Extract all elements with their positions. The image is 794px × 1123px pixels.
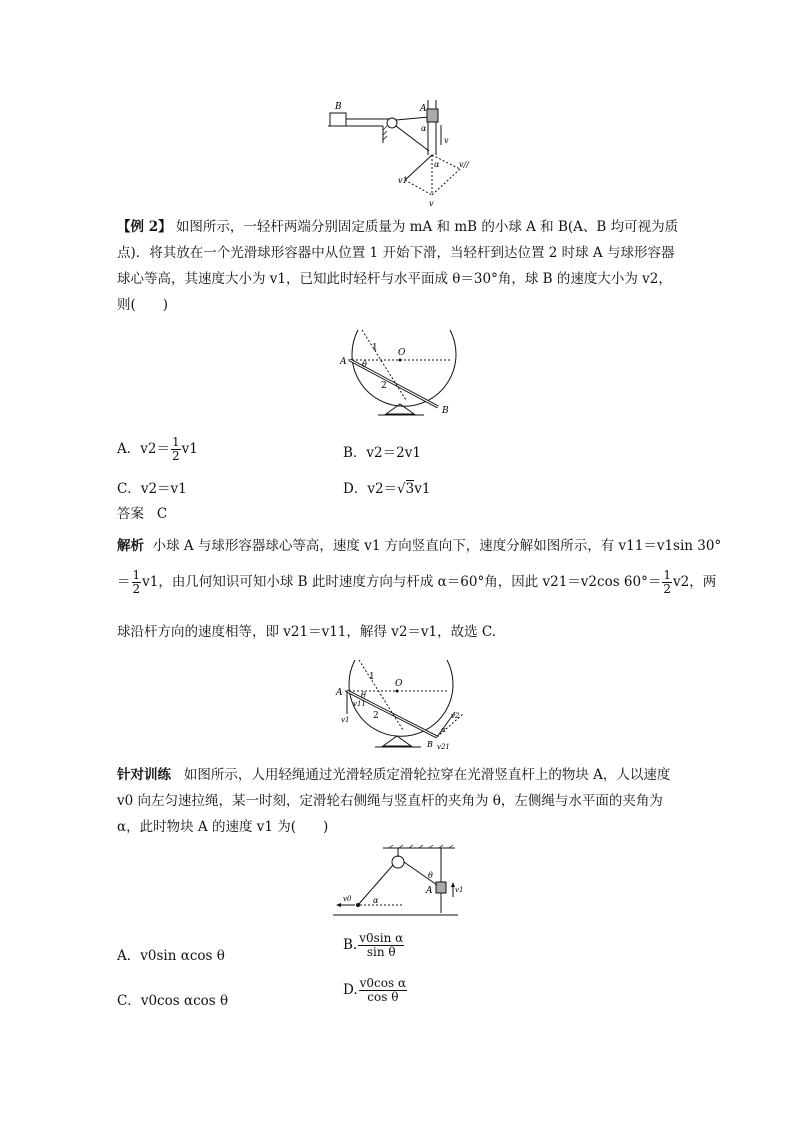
fig1-label-v-bottom: v [429,199,434,208]
option2-d[interactable] [343,977,408,1004]
fig4-label-a: A [426,886,433,896]
fig2-label-a: A [340,357,347,367]
fig4-label-v0: v0 [343,895,352,903]
block-b [330,113,346,126]
option-a-num: 1 [171,435,180,449]
analysis-label: 解析 [117,538,144,554]
answer-line [117,502,167,522]
fig3-label-v11: v11 [353,700,366,708]
fig3-label-a: A [336,688,343,698]
fig1-label-vpar: v// [459,160,469,169]
fig2-label-1: 1 [372,343,378,353]
example2-text: 如图所示，一轻杆两端分别固定质量为 mA 和 mB 的小球 A 和 B(A、B 均可视为质点)．将其放在一个光滑球形容器中从位置 1 开始下滑，当轻杆到达位置 2 时球 A 与球形容器球心等高，其速度大小为 v1，已知此时轻杆与水平面成 θ＝30°角，球 B 的速度大小为 v2，则( ) [117,219,679,313]
option2-d-num: v0cos α [359,976,407,990]
fig3-label-v21: v21 [437,743,450,751]
fig1-label-alpha: α [421,124,427,133]
example2-tag: 【例 2】 [117,219,172,235]
option-a[interactable] [117,436,198,463]
option2-b-num: v0sin α [359,931,404,945]
fig3-label-1: 1 [369,672,375,682]
answer-label: 答案 [117,506,144,522]
fig2-label-theta: θ [362,360,367,369]
sqrt-sign: √ [397,481,406,497]
fig4-label-theta: θ [428,871,433,880]
practice-text: 如图所示，人用轻绳通过光滑轻质定滑轮拉穿在光滑竖直杆上的物块 A，人以速度 v0 向左匀速拉绳，某一时刻，定滑轮右侧绳与竖直杆的夹角为 θ，左侧绳与水平面的夹角为 α，此时物块 A 的速度 v1 为( ) [117,767,671,835]
fig3-label-v2: v2 [451,712,460,720]
figure-velocity-decomposition [333,654,473,754]
option2-d-den: cos θ [367,990,399,1004]
analysis-line3: 球沿杆方向的速度相等，即 v21＝v11，解得 v2＝v1，故选 C. [117,624,497,640]
option-d-prefix: D．v2＝ [343,481,398,497]
analysis-text2b: v2，两 [672,574,717,590]
option-a-suffix: v1 [181,441,198,457]
option2-b-den: sin θ [366,945,396,959]
figure-rope-pulley-rod [333,845,463,920]
option2-b[interactable] [343,932,405,959]
fig4-label-v1: v1 [455,886,463,894]
pulley [387,118,397,128]
answer-value: C [156,506,168,522]
fig3-label-alpha: α [441,726,446,734]
option-a-den: 2 [171,449,180,463]
fig4-label-alpha: α [373,896,379,905]
fig3-label-b: B [427,740,433,749]
fig3-label-2: 2 [373,711,379,721]
analysis-text2a: v1，由几何知识可知小球 B 此时速度方向与杆成 α＝60°角，因此 v21＝v2cos 60°＝ [142,574,662,590]
practice-paragraph [117,762,682,840]
analysis-frac2-den: 2 [663,582,671,596]
pulley-2 [392,856,404,868]
fig3-label-v1: v1 [341,716,350,724]
block-a [427,109,438,122]
option-b[interactable]: B．v2＝2v1 [343,445,421,461]
fig3-label-o: O [395,679,403,689]
option-d[interactable] [343,477,430,497]
practice-tag: 针对训练 [117,767,171,783]
figure-rod-pulley [325,95,485,210]
analysis-frac2-num: 1 [663,568,671,582]
analysis-frac1-num: 1 [132,568,141,582]
fig1-label-v-top: v [444,136,449,145]
option-d-suffix: v1 [414,481,431,497]
analysis-eq: ＝ [117,574,131,590]
option-c[interactable]: C．v2＝v1 [117,481,187,497]
fig1-label-b: B [335,102,342,112]
figure-sphere-container [338,322,463,422]
fig2-label-b: B [442,406,449,416]
option2-d-prefix: D. [343,982,358,998]
fig2-label-2: 2 [381,381,387,391]
option2-a[interactable]: A．v0sin αcos θ [117,948,225,964]
option2-c[interactable]: C．v0cos αcos θ [117,993,229,1009]
analysis-line1 [117,534,721,554]
analysis-frac1-den: 2 [132,582,141,596]
analysis-line2 [117,569,716,596]
option-a-prefix: A．v2＝ [117,441,170,457]
fig3-label-theta: θ [361,691,366,700]
fig2-label-o: O [398,348,406,358]
fig1-label-v1: v1 [398,176,408,185]
option2-b-prefix: B. [343,937,358,953]
fig1-label-a: A [420,104,427,114]
block-a-2 [436,882,446,893]
example2-paragraph [117,214,682,318]
option-d-root: 3 [405,481,415,497]
analysis-text1: 小球 A 与球形容器球心等高，速度 v1 方向竖直向下，速度分解如图所示，有 v11＝v1sin 30° [152,538,722,554]
fig1-label-alpha2: α [434,160,440,169]
